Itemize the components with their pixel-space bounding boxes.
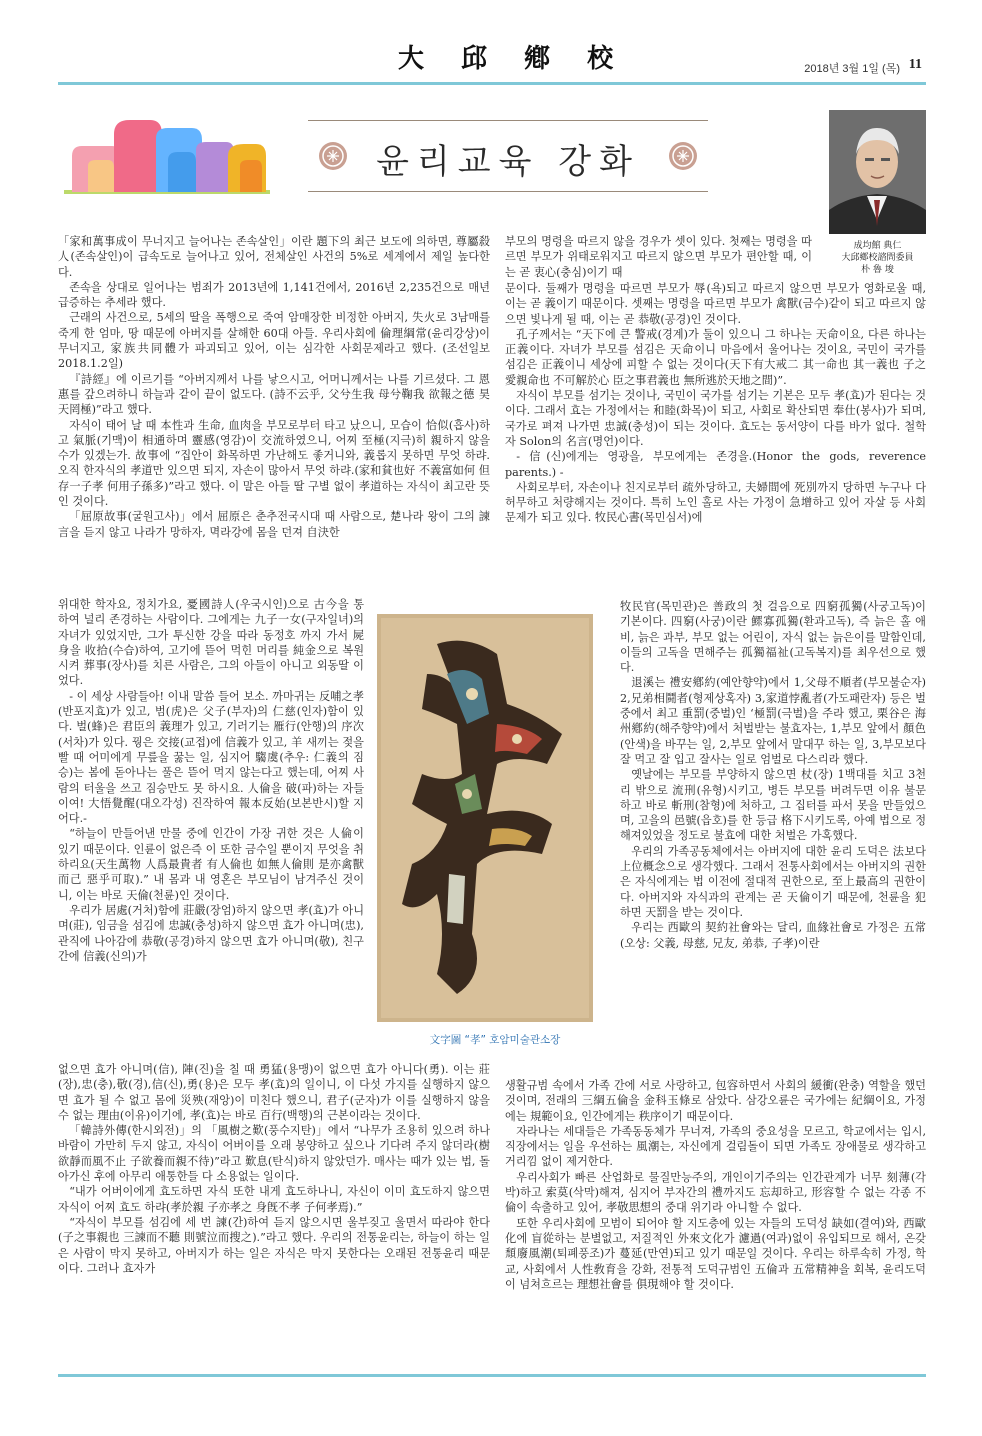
paragraph: 부모의 명령을 따르지 않을 경우가 셋이 있다. 첫째는 명령을 따르면 부모가 위태로워지고 따르지 않으면 부모가 편안할 때, 이는 곧 衷心(충심)이기 때 (505, 235, 812, 279)
author-name: 朴 魯 埈 (861, 265, 894, 275)
paragraph: “내가 어버이에게 효도하면 자식 또한 내게 효도하나니, 자신이 이미 효도하지 않으면 자식이 어찌 효도 하랴(孝於親 子亦孝之 身旣不孝 子何孝焉).” (58, 1185, 490, 1214)
paragraph: 牧民官(목민관)은 善政의 첫 걸음으로 四窮孤獨(사궁고독)이 기본이다. 四窮(사궁)이란 鰥寡孤獨(환과고독), 즉 늙은 홀 애비, 늙은 과부, 부모 없는 어린이, 자식 없는 늙은이를 말함인데, 이들의 고독을 면해주는 孤獨福祉(고독복지)를 최우선으로 했다. (620, 600, 926, 675)
paragraph: 우리사회가 빠른 산업화로 물질만능주의, 개인이기주의는 인간관계가 너무 刻薄(각박)하고 索莫(삭막)해져, 심지어 부자간의 禮까지도 忘却하고, 形容할 수 없는 각종 不倫이 속출하고 있어, 孝敬思想의 중대 위기라 아니할 수 없다. (505, 1170, 926, 1215)
paragraph: 孔子께서는 “天下에 큰 警戒(경계)가 둘이 있으니 그 하나는 天命이요, 다른 하나는 正義이다. 자녀가 부모를 섬김은 天命이니 마음에서 울어나는 것이요, 국민이 국가를 섬김은 正義이니 세상에 피할 수 없는 것이다(天下有大戒二 其一命也 其一義也 子之愛親命也 不可解於心 臣之事君義也 無所逃於天地之間)”. (505, 327, 926, 387)
masthead (0, 30, 982, 80)
decorative-buildings-graphic (64, 116, 274, 196)
issue-date: 2018년 3월 1일 (목) (804, 63, 900, 75)
paragraph: 「屈原故事(굴원고사)」에서 屈原은 춘추전국시대 때 사람으로, 楚나라 왕이 그의 諫言을 듣지 않고 나라가 망하자, 멱라강에 몸을 던져 自決한 (58, 510, 490, 539)
banner-top-rule (308, 120, 708, 121)
column-2-bottom (505, 1078, 926, 1292)
paragraph: 「家和萬事成이 무너지고 늘어나는 존속살인」이란 題下의 최근 보도에 의하면, 尊屬殺人(존속살인)이 급속도로 늘어나고 있어, 전체살인 사건의 5%로 세계에서 제일 높다한다. (58, 235, 490, 279)
column-2-narrow (620, 599, 926, 951)
column-2-top (505, 281, 926, 526)
column-1-bottom (58, 1062, 490, 1276)
article-title-banner (308, 120, 708, 192)
bottom-rule (58, 1374, 926, 1377)
paragraph: 자식이 태어 날 때 本性과 生命, 血肉을 부모로부터 타고 났으니, 모습이 恰似(흡사)하고 氣脈(기맥)이 相通하며 靈感(영감)이 交流하였으니, 어찌 至極(지극)히 親하지 않을 수가 있겠는가. 故事에 “집안이 화목하면 가난해도 좋거니와, 義롭지 못하면 무엇 하랴. 오직 한자식의 孝道만 있으면 되지, 자손이 많아서 무엇 하랴.(家和貧也好 不義富如何 但存一子孝 何用子孫多)”라고 했다. 이 말은 아들 딸 구별 없이 孝道하는 자식이 최고란 뜻인 것이다. (58, 418, 490, 509)
paragraph: 또한 우리사회에 모범이 되어야 할 지도층에 있는 자들의 도덕성 缺如(결여)와, 西歐化에 盲從하는 분별없고, 저질적인 外來文化가 濾過(여과)없이 유입되므로 해서, 온갖 頹廢風潮(퇴폐풍조)가 蔓延(만연)되고 있기 때문일 것이다. 우리는 하루속히 가정, 학교, 사회에서 人性敎育을 강화, 전통적 도덕규범인 五倫과 五常精神을 회복, 윤리도덕이 넘쳐흐르는 理想社會를 俱現해야 할 것이다. (505, 1216, 926, 1291)
author-role: 成均館 典仁 (853, 241, 902, 251)
paragraph: 근래의 사건으로, 5세의 딸을 폭행으로 죽여 암매장한 비정한 아버지, 失火로 3남매를 죽게 한 엄마, 땅 때문에 아버지를 살해한 60대 아들. 우리사회에 倫理綱常(윤리강상)이 무너지고, 家族共同體가 파괴되고 있어, 이는 심각한 사회문제라고 했다. (조선일보 2018.1.2일) (58, 311, 490, 371)
top-rule (58, 82, 926, 85)
page-number: 11 (908, 57, 922, 72)
paragraph: 자식이 부모를 섬기는 것이나, 국민이 국가를 섬기는 기본은 모두 孝(효)가 된다는 것이다. 그래서 효는 가정에서는 和睦(화목)이 되고, 사회로 확산되면 奉仕(봉사)가 되며, 국가로 펴져 나가면 忠誠(충성)이 되는 것이다. 효도는 동서양이 다를 바가 없다. 철학자 Solon의 名言(명언)이다. (505, 389, 926, 448)
paragraph: 우리의 가족공동체에서는 아버지에 대한 윤리 도덕은 法보다 上位概念으로 생각했다. 그래서 전통사회에서는 아버지의 권한은 자식에게는 법 이전에 절대적 권한으로, 至上最高의 권한이다. 아버지와 자식과의 관계는 곧 天倫이기 때문에, 천륜을 犯하면 天罰을 받는 것이다. (620, 844, 926, 919)
column-1-top (58, 234, 490, 540)
author-byline (820, 240, 935, 276)
paragraph: 위대한 학자요, 정치가요, 憂國詩人(우국시인)으로 古今을 통하여 널리 존경하는 사람이다. 그에게는 九子一女(구자일녀)의 자녀가 있었지만, 그가 투신한 강을 따라 동정호 까지 가서 屍身을 收拾(수습)하여, 고기에 뜯어 먹힌 머리를 純金으로 복원시켜 葬事(장사)를 치른 사람은, 그의 아들이 아니고 외동딸 이었다. (58, 598, 364, 688)
paragraph: - 이 세상 사람들아! 이내 말씀 들어 보소. 까마귀는 反哺之孝(반포지효)가 있고, 범(虎)은 父子(부자)의 仁慈(인자)함이 있다. 벌(蜂)은 君臣의 義理가 있고, 기러기는 雁行(안행)의 序次(서차)가 있다. 꿩은 交接(교접)에 信義가 있고, 羊 새끼는 젖을 빨 때 어미에게 무릎을 꿇는 일, 심지어 騶虞(추우: 仁義의 짐승)는 봄에 돋아나는 풀은 뜯어 먹지 않는다고 했는데, 어찌 사람의 터울을 쓰고 짐승만도 못 하시요. 人倫을 破(파)하는 자들이여! 大悟覺醒(대오각성) 진작하여 報本反始(보본반시)할 지어다.- (58, 689, 364, 826)
paragraph: 「韓詩外傳(한시외전)」의 「風樹之歎(풍수지탄)」에서 “나무가 조용히 있으려 하나 바람이 가만히 두지 않고, 자식이 어버이를 오래 봉양하고 싶으나 기다려 주지 않더라(樹欲靜而風不止 子欲養而親不待)”라고 歎息(탄식)하지 않았던가. 매사는 때가 있는 법, 돌아가신 후에 아무리 애통한들 다 소용없는 일이다. (58, 1124, 490, 1184)
paragraph: 『詩經』에 이르기를 “아버지께서 나를 낳으시고, 어머니께서는 나를 기르셨다. 그 恩惠를 갚으려하니 하늘과 같이 끝이 없도다. (詩不云乎, 父兮生我 母兮鞠我 欲報之德 昊天罔極)”라고 했다. (58, 372, 490, 417)
paragraph: 문이다. 둘째가 명령을 따르면 부모가 辱(욕)되고 따르지 않으면 부모가 영화로울 때, 이는 곧 義이기 때문이다. 셋째는 명령을 따르면 부모가 禽獸(금수)같이 되고 따르지 않으면 빛나게 될 때, 이는 곧 恭敬(공경)인 것이다. (505, 282, 926, 326)
paragraph: 우리가 居處(거처)함에 莊嚴(장엄)하지 않으면 孝(효)가 아니며(莊), 임금을 섬김에 忠誠(충성)하지 않으면 효가 아니며(忠), 관직에 나아감에 恭敬(공경)하지 않으면 효가 아니며(敬), 친구 간에 信義(신의)가 (58, 903, 364, 963)
paragraph: - 信(신)에게는 영광을, 부모에게는 존경을.(Honor the gods, reverence parents.) - (505, 450, 926, 479)
article-title: 윤리교육 강화 (376, 142, 640, 182)
paragraph: 생활규범 속에서 가족 간에 서로 사랑하고, 包容하면서 사회의 緩衝(완충) 역할을 했던 것이며, 전래의 三綱五倫을 金科玉條로 삼았다. 삼강오륜은 국가에는 紀綱이요, 가정에는 規範이요, 인간에게는 秩序이기 때문이다. (505, 1079, 926, 1123)
column-1-narrow (58, 597, 364, 964)
paragraph: 우리는 西歐의 契約社會와는 달리, 血緣社會로 가정은 五常(오상: 父義, 母慈, 兄友, 弟恭, 子孝)이란 (620, 921, 926, 950)
paragraph: 退溪는 禮安鄕約(예안향약)에서 1,父母不順者(부모불순자) 2,兄弟相鬪者(형제상혹자) 3,家道悖亂者(가도패란자) 등은 벌 중에서 최고 重罰(중벌)인 ‘極罰(극벌)을 주라 했고, 栗谷은 海州鄕約(해주향약)에서 처벌받는 불효자는, 1,부모 앞에서 顏色(안색)을 바꾸는 일, 2,부모 앞에서 말대꾸 하는 일, 3,부모보다 잘 먹고 잘 입고 잘사는 일로 엄벌로 다스리라 했다. (620, 676, 926, 766)
author-portrait (829, 110, 926, 234)
paragraph: 없으면 효가 아니며(信), 陣(진)을 칠 때 勇猛(용맹)이 없으면 효가 아니다(勇). 이는 莊(장),忠(충),敬(경),信(신),勇(용)은 모두 孝(효)의 일이니, 이 다섯 가지를 실행하지 않으면 효가 될 수 없고 몸에 災殃(재앙)이 미친다 했으니, 君子(군자)가 이를 실행하지 않을 수 없는 理由(이유)이기에, 孝(효)는 바로 百行(백행)의 근본이라는 것이다. (58, 1063, 490, 1122)
paragraph: 존속을 상대로 일어나는 범죄가 2013년에 1,141건에서, 2016년 2,235건으로 매년 급증하는 추세라 했다. (58, 280, 490, 310)
figure-caption: 文字圖 “孝” 호암미술관소장 (429, 1034, 561, 1046)
ornament-icon (668, 141, 698, 171)
column-2-narrow-top (505, 234, 812, 280)
paragraph: “자식이 부모를 섬김에 세 번 諫(간)하여 듣지 않으시면 울부짖고 울면서 따라야 한다(子之事親也 三諫而不聽 則號泣而搜之).”라고 했다. 우리의 전통윤리는, 하늘이 하는 일은 사람이 막지 못하고, 아버지가 하는 일은 자식은 막지 못한다는 오래된 전통윤리 때문이다. 그러나 효자가 (58, 1215, 490, 1275)
paragraph: 옛날에는 부모를 부양하지 않으면 杖(장) 1백대를 치고 3천리 밖으로 流刑(유형)시키고, 병든 부모를 버려두면 이유 불문 하고 바로 斬刑(참형)에 처하고, 그 집터를 파서 못을 만들었으며, 고을의 邑號(읍호)를 한 등급 格下시키도록, 아예 법으로 정해져있었을 정도로 불효에 대한 처벌은 가혹했다. (620, 768, 926, 843)
newspaper-title: 大 邱 鄕 校 (398, 44, 628, 74)
munjado-hyo-painting (377, 614, 593, 1022)
author-organization: 大邱鄕校諮問委員 (841, 253, 914, 263)
paragraph: 자라나는 세대들은 가족동동체가 무너져, 가족의 중요성을 모르고, 학교에서는 입시, 직장에서는 일을 우선하는 風潮는, 자신에게 걸림돌이 되면 가족도 장애물로 생각하고 거리낌 없이 제거한다. (505, 1124, 926, 1169)
banner-bottom-rule (308, 191, 708, 192)
paragraph: 사회로부터, 자손이나 친지로부터 疏外당하고, 夫婦間에 死別까지 당하면 누구나 다 허무하고 처량해지는 것이다. 특히 노인 홀로 사는 가정이 急增하고 있어 자살 등 사회문제가 되고 있다. 牧民心書(목민심서)에 (505, 480, 926, 525)
paragraph: “하늘이 만들어낸 만물 중에 인간이 가장 귀한 것은 人倫이 있기 때문이다. 인륜이 없은즉 이 또한 금수일 뿐이지 무엇을 취 하리요(天生萬物 人爲最貴者 有人倫也 如無人倫則 是亦禽獸而己 惡乎可取).” 내 몸과 내 영혼은 부모님이 남겨주신 것이니, 이는 바로 天倫(천륜)인 것이다. (58, 827, 364, 902)
